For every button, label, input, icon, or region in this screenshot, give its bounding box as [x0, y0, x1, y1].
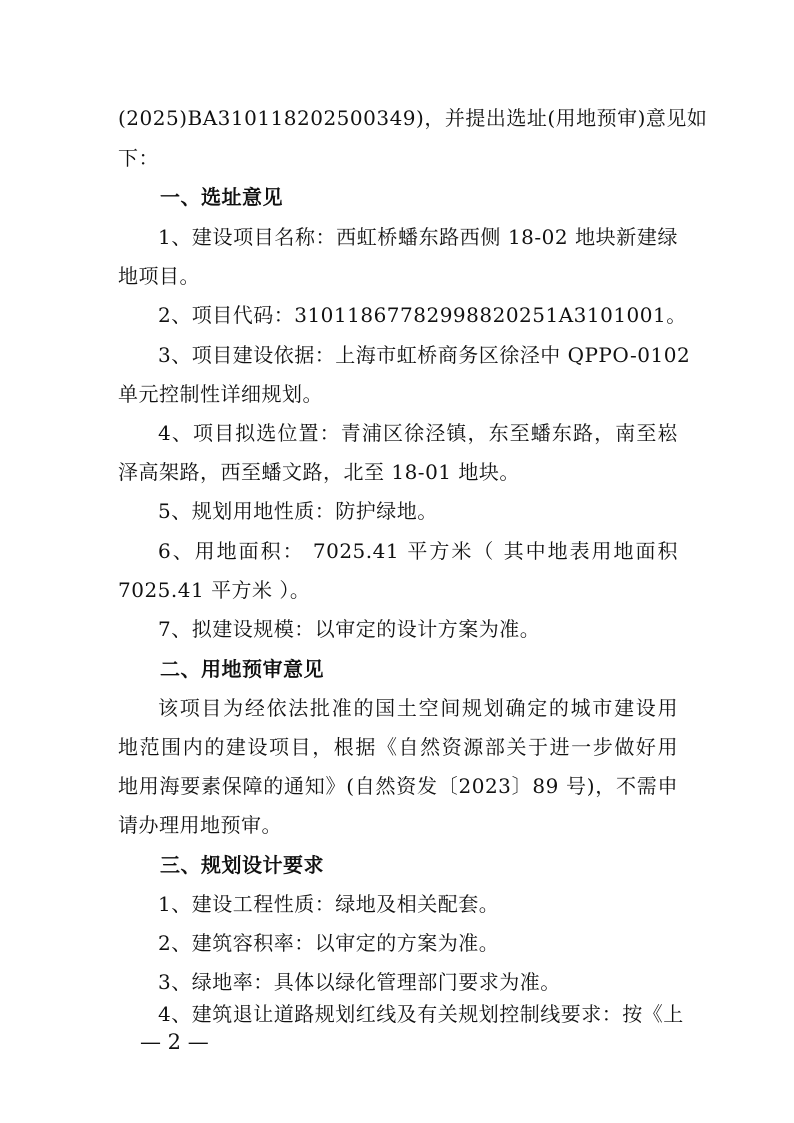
paragraph-line: 4、项目拟选位置：青浦区徐泾镇，东至蟠东路，南至崧	[158, 421, 678, 445]
paragraph-line: 泽高架路，西至蟠文路，北至 18-01 地块。	[118, 460, 520, 484]
paragraph-line: 7、拟建设规模：以审定的设计方案为准。	[158, 617, 541, 641]
paragraph-line: 下：	[118, 146, 159, 170]
paragraph-line: 3、项目建设依据：上海市虹桥商务区徐泾中 QPPO-0102	[158, 343, 691, 367]
paragraph-line: 3、绿地率：具体以绿化管理部门要求为准。	[158, 970, 561, 994]
paragraph-line: 4、建筑退让道路规划红线及有关规划控制线要求：按《上	[158, 1002, 684, 1026]
paragraph-line: (2025)BA310118202500349)，并提出选址(用地预审)意见如	[118, 106, 708, 130]
page-number: — 2 —	[140, 1030, 209, 1054]
paragraph-line: 2、项目代码：31011867782998820251A3101001。	[158, 303, 687, 327]
paragraph-line: 1、建设工程性质：绿地及相关配套。	[158, 892, 500, 916]
paragraph-line: 地用海要素保障的通知》(自然资发〔2023〕89 号)，不需申	[118, 774, 678, 798]
section-heading: 一、选址意见	[160, 185, 283, 209]
section-heading: 二、用地预审意见	[160, 657, 324, 681]
paragraph-line: 6、用地面积： 7025.41 平方米（ 其中地表用地面积	[158, 539, 678, 563]
paragraph-line: 单元控制性详细规划。	[118, 382, 323, 406]
paragraph-line: 请办理用地预审。	[118, 813, 282, 837]
paragraph-line: 5、规划用地性质：防护绿地。	[158, 499, 438, 523]
paragraph-line: 地范围内的建设项目，根据《自然资源部关于进一步做好用	[118, 735, 678, 759]
paragraph-line: 地项目。	[118, 264, 200, 288]
paragraph-line: 7025.41 平方米 ）。	[118, 578, 311, 602]
section-heading: 三、规划设计要求	[160, 853, 324, 877]
paragraph-line: 2、建筑容积率：以审定的方案为准。	[158, 931, 500, 955]
paragraph-line: 该项目为经依法批准的国土空间规划确定的城市建设用	[158, 696, 678, 720]
paragraph-line: 1、建设项目名称：西虹桥蟠东路西侧 18-02 地块新建绿	[158, 225, 678, 249]
